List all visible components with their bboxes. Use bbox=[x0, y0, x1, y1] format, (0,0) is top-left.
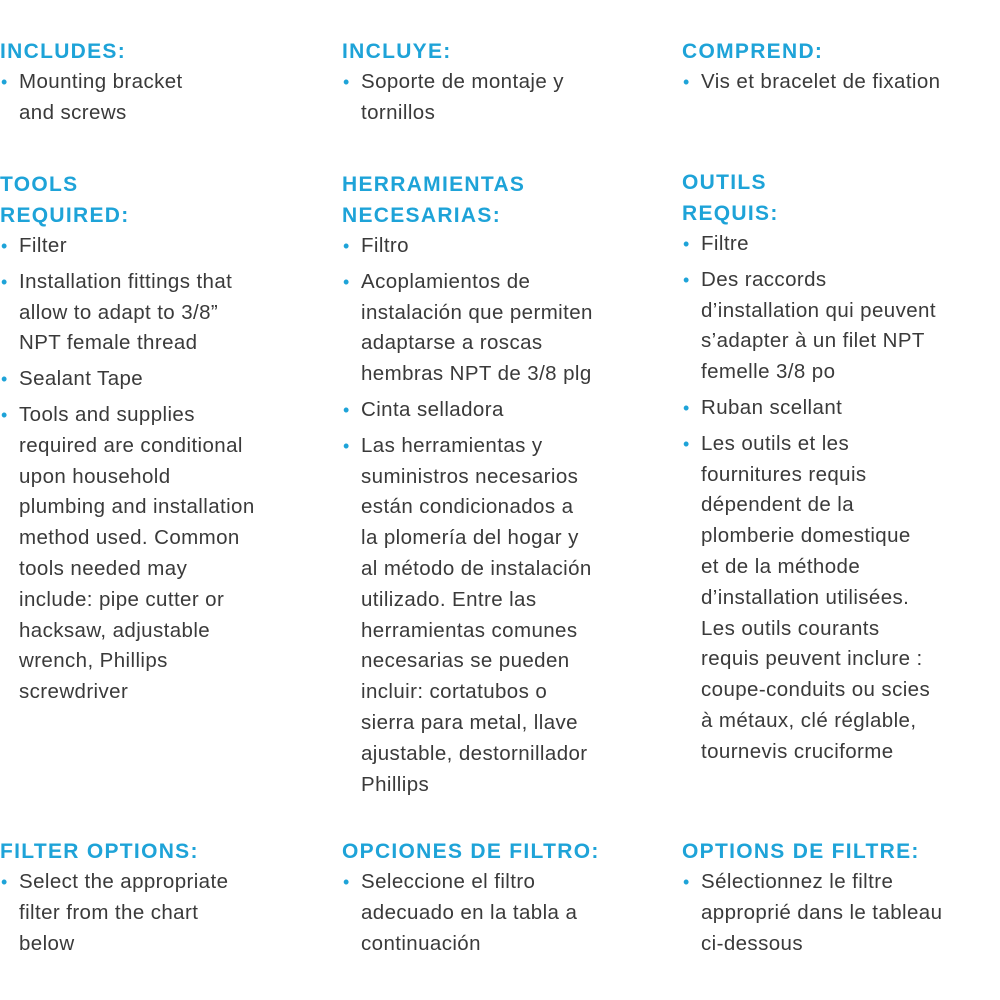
bullet-icon: • bbox=[343, 435, 350, 456]
list-item-text: Acoplamientos de instalación que permiten adaptarse a roscas hembras NPT de 3/8 plg bbox=[361, 269, 593, 386]
list-item-text: Select the appropriate filter from the chart below bbox=[19, 870, 229, 955]
bullet-icon: • bbox=[683, 269, 690, 290]
bullet-icon: • bbox=[1, 872, 8, 892]
list-item bbox=[682, 265, 1000, 388]
bullet-icon: • bbox=[683, 433, 690, 454]
list-item bbox=[0, 267, 320, 359]
list-item-text: Cinta selladora bbox=[361, 397, 504, 421]
list-item bbox=[682, 67, 1000, 98]
list-item-text: Seleccione el filtro adecuado en la tabla a continuación bbox=[361, 870, 578, 955]
list-item bbox=[342, 867, 662, 959]
includes-section-en bbox=[0, 36, 320, 134]
list-item bbox=[342, 431, 662, 801]
tools-list-fr bbox=[682, 229, 1000, 768]
list-item bbox=[342, 67, 662, 129]
list-item-text: Sealant Tape bbox=[19, 367, 144, 391]
list-item-text: Des raccords d’installation qui peuvent s’adapter à un filet NPT femelle 3/8 po bbox=[701, 267, 936, 384]
list-item bbox=[682, 429, 1000, 768]
bullet-icon: • bbox=[1, 72, 8, 92]
list-item-text: Sélectionnez le filtre approprié dans le tableau ci-dessous bbox=[701, 870, 943, 955]
options-section-en bbox=[0, 836, 320, 964]
includes-heading-fr: COMPREND: bbox=[682, 40, 824, 63]
list-item-text: Filtre bbox=[701, 232, 749, 255]
tools-section-en bbox=[0, 169, 320, 713]
includes-list-fr bbox=[682, 67, 1000, 98]
list-item-text: Installation fittings that allow to adapt to 3/8” NPT female thread bbox=[19, 269, 233, 355]
bullet-icon: • bbox=[343, 872, 350, 892]
tools-section-es bbox=[342, 169, 662, 805]
list-item-text: Soporte de montaje y tornillos bbox=[361, 70, 564, 124]
includes-heading-en: INCLUDES: bbox=[0, 40, 127, 63]
list-item bbox=[0, 400, 320, 708]
list-item bbox=[342, 231, 662, 262]
bullet-icon: • bbox=[683, 234, 690, 254]
list-item bbox=[0, 67, 320, 129]
options-list-fr bbox=[682, 867, 1000, 959]
includes-list-en bbox=[0, 67, 320, 129]
list-item bbox=[0, 231, 320, 262]
list-item-text: Mounting bracket and screws bbox=[19, 70, 183, 124]
list-item-text: Filter bbox=[19, 234, 67, 257]
includes-list-es bbox=[342, 67, 662, 129]
list-item bbox=[342, 267, 662, 390]
options-heading-en: FILTER OPTIONS: bbox=[0, 840, 199, 863]
tools-list-es bbox=[342, 231, 662, 800]
list-item bbox=[682, 393, 1000, 424]
list-item-text: Vis et bracelet de fixation bbox=[701, 70, 941, 93]
bullet-icon: • bbox=[683, 872, 690, 892]
list-item bbox=[682, 229, 1000, 260]
bullet-icon: • bbox=[1, 271, 8, 292]
includes-heading-es: INCLUYE: bbox=[342, 40, 452, 63]
options-list-en bbox=[0, 867, 320, 959]
list-item-text: Les outils et les fournitures requis dépendent de la plomberie domestique et de la méthode d’installation utilisées. Les outils courants requis peuvent inclure : coupe-conduits ou scies à métaux, clé réglable, tournevis cruciforme bbox=[701, 431, 931, 763]
bullet-icon: • bbox=[343, 399, 350, 420]
list-item-text: Tools and supplies required are conditional upon household plumbing and installation method used. Common tools needed may include: pipe cutter or hacksaw, adjustable wrench, Phillips screwdriver bbox=[19, 402, 255, 704]
bullet-icon: • bbox=[683, 397, 690, 418]
bullet-icon: • bbox=[1, 236, 8, 256]
list-item-text: Ruban scellant bbox=[701, 395, 843, 419]
includes-section-fr bbox=[682, 36, 1000, 103]
tools-heading-es: HERRAMIENTAS NECESARIAS: bbox=[342, 173, 526, 227]
bullet-icon: • bbox=[343, 236, 350, 256]
bullet-icon: • bbox=[343, 271, 350, 292]
bullet-icon: • bbox=[683, 72, 690, 92]
bullet-icon: • bbox=[343, 72, 350, 92]
list-item bbox=[342, 395, 662, 426]
options-section-es bbox=[342, 836, 662, 964]
tools-section-fr bbox=[682, 167, 1000, 773]
options-list-es bbox=[342, 867, 662, 959]
options-heading-es: OPCIONES DE FILTRO: bbox=[342, 840, 600, 863]
list-item-text: Filtro bbox=[361, 234, 409, 257]
tools-list-en bbox=[0, 231, 320, 708]
tools-heading-fr: OUTILS REQUIS: bbox=[682, 171, 779, 225]
bullet-icon: • bbox=[1, 369, 8, 390]
includes-section-es bbox=[342, 36, 662, 134]
options-section-fr bbox=[682, 836, 1000, 964]
options-heading-fr: OPTIONS DE FILTRE: bbox=[682, 840, 920, 863]
list-item-text: Las herramientas y suministros necesarios están condicionados a la plomería del hogar y al método de instalación utilizado. Entre las herramientas comunes necesarias se pueden incluir: cortatubos o sierra para metal, llave ajustable, destornillador Phillips bbox=[361, 433, 592, 796]
bullet-icon: • bbox=[1, 404, 8, 425]
list-item bbox=[0, 867, 320, 959]
list-item bbox=[682, 867, 1000, 959]
list-item bbox=[0, 364, 320, 395]
tools-heading-en: TOOLS REQUIRED: bbox=[0, 173, 130, 227]
